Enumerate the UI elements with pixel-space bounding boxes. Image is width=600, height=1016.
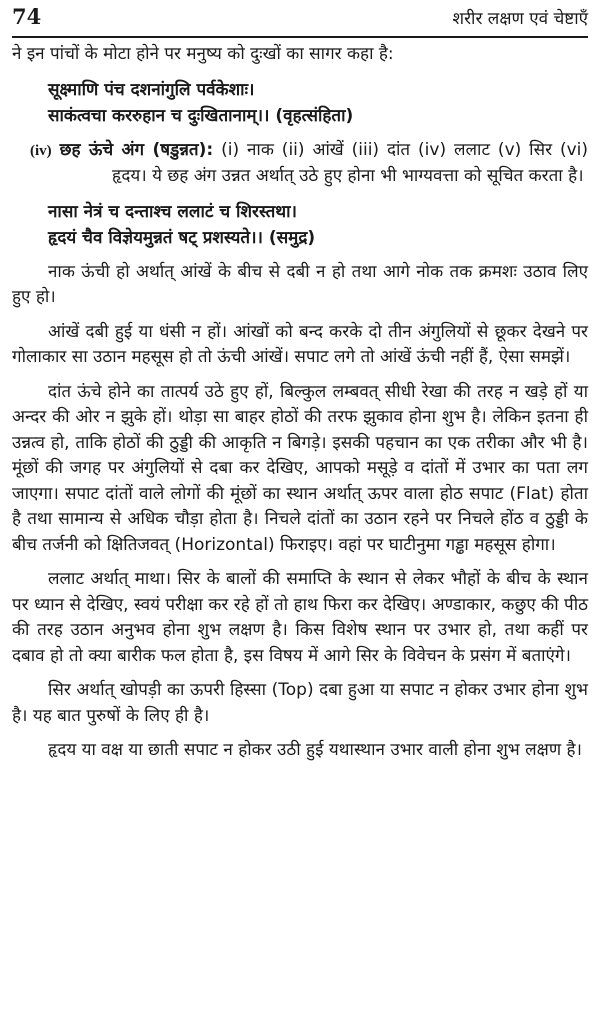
- item-marker: (iv): [30, 142, 52, 159]
- paragraph-eyes: आंखें दबी हुई या धंसी न हों। आंखों को बन्द करके दो तीन अंगुलियों से छूकर देखने पर गोलाकार सा उठान महसूस हो तो ऊंची आंखें। सपाट लगे तो आंखें ऊंची नहीं हैं, ऐसा समझें।: [12, 321, 588, 367]
- item-text: (i) नाक (ii) आंखें (iii) दांत (iv) ललाट (v) सिर (vi) हृदय। ये छह अंग उन्नत अर्थात् उठे हुए होना भी भाग्यवत्ता को सूचित करता है।: [112, 139, 588, 186]
- verse-line: हृदयं चैव विज्ञेयमुन्नतं षट् प्रशस्यते।। (समुद्र): [48, 227, 316, 248]
- verse-brihatsamhita: [12, 77, 588, 129]
- verse-line: सूक्ष्माणि पंच दशनांगुलि पर्वकेशाः।: [48, 79, 255, 100]
- running-title: शरीर लक्षण एवं चेष्टाएँ: [452, 9, 588, 29]
- page-header: [12, 0, 588, 38]
- item-heading: छह ऊंचे अंग (षडुन्नत):: [59, 139, 214, 160]
- paragraph-head: सिर अर्थात् खोपड़ी का ऊपरी हिस्सा (Top) दबा हुआ या सपाट न होकर उभार होना शुभ है। यह बात पुरुषों के लिए ही है।: [12, 680, 588, 726]
- page-number: 74: [12, 4, 42, 29]
- paragraph-nose: नाक ऊंची हो अर्थात् आंखें के बीच से दबी न हो तथा आगे नोक तक क्रमशः उठाव लिए हुए हो।: [12, 261, 588, 307]
- verse-line: साकंत्वचा कररुहान च दुःखितानाम्।। (वृहत्संहिता): [48, 105, 354, 126]
- paragraph-forehead: ललाट अर्थात् माथा। सिर के बालों की समाप्ति के स्थान से लेकर भौहों के बीच के स्थान पर ध्यान से देखिए, स्वयं परीक्षा कर रहे हों तो हाथ फिरा कर देखिए। अण्डाकार, कछुए की पीठ की तरह उठान अनुभव होना शुभ लक्षण है। किस विशेष स्थान पर उभार हो, तथा कहीं पर दबाव हो तो क्या बारीक फल होता है, इस विषय में आगे सिर के विवेचन के प्रसंग में बताएंगे।: [12, 569, 588, 666]
- verse-source: (वृहत्संहिता): [275, 105, 354, 126]
- verse-samudra: [12, 199, 588, 251]
- verse-source: (समुद्र): [268, 227, 316, 248]
- paragraph-chest: हृदय या वक्ष या छाती सपाट न होकर उठी हुई यथास्थान उभार वाली होना शुभ लक्षण है।: [48, 740, 583, 760]
- page-body: [12, 42, 588, 764]
- book-page: [12, 0, 588, 760]
- intro-line: ने इन पांचों के मोटा होने पर मनुष्य को दुःखों का सागर कहा है:: [12, 44, 394, 64]
- verse-line: नासा नेत्रं च दन्ताश्च ललाटं च शिरस्तथा।: [48, 201, 297, 222]
- list-item-iv: [12, 138, 588, 190]
- paragraph-teeth: दांत ऊंचे होने का तात्पर्य उठे हुए हों, बिल्कुल लम्बवत् सीधी रेखा की तरह न खड़े हों या अन्दर की ओर न झुके हों। थोड़ा सा बाहर होठों की तरफ झुकाव होना शुभ है। लेकिन इतना ही उन्नत्व हो, ताकि होठों की ठुड्डी की आकृति न बिगड़े। इसकी पहचान का एक तरीका और भी है। मूंछों की जगह पर अंगुलियों से दबा कर देखिए, आपको मसूड़े व दांतों में उभार का पता लग जाएगा। सपाट दांतों वाले लोगों की मूंछों का स्थान अर्थात् ऊपर वाला होठ सपाट (Flat) होता है तथा सामान्य से अधिक चौड़ा होता है। निचले दांतों का उठान रहने पर निचले होंठ व ठुड्डी के बीच तर्जनी को क्षितिजवत् (Horizontal) फिराइए। वहां पर घाटीनुमा गड्ढा महसूस होगा।: [12, 381, 588, 555]
